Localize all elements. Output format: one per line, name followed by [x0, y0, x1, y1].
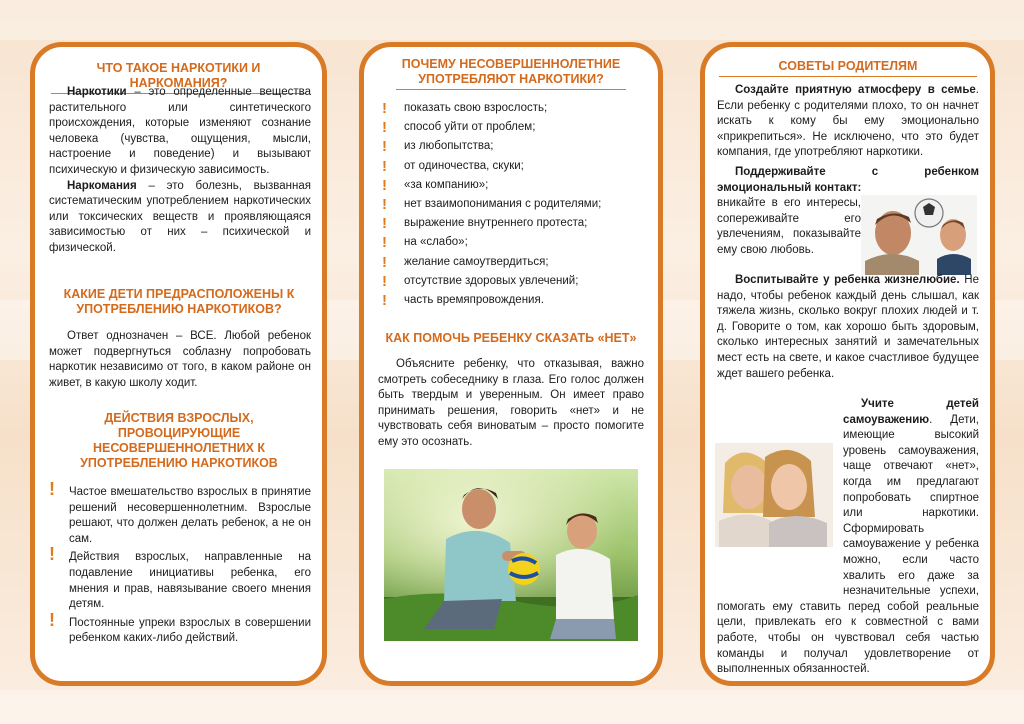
panel-what-are-drugs [30, 42, 327, 686]
list-item [382, 176, 652, 195]
drugs-definition [49, 85, 311, 179]
list-item [382, 195, 652, 214]
exclamation-icon: ! [49, 544, 55, 565]
exclamation-icon: ! [382, 119, 387, 137]
list-item-text: нет взаимопонимания с родителями; [404, 197, 602, 210]
tip3-body: Не надо, чтобы ребенок каждый день слышал, как тяжела жизнь, сколько вокруг плохих людей и т. д. Говорите о том, как хорошо быть здоровым, сколько интересных занятий и замечательных мест есть на свете, и какое счастливое будущее ждет вашего ребенка. [717, 274, 979, 380]
answer-text [49, 329, 311, 391]
list-item-text: «за компанию»; [404, 178, 489, 191]
list-item-text: показать свою взрослость; [404, 102, 548, 114]
heading-what-are-drugs: ЧТО ТАКОЕ НАРКОТИКИ И НАРКОМАНИЯ? [51, 61, 306, 94]
list-item [382, 291, 652, 310]
exclamation-icon: ! [382, 291, 387, 309]
list-item [45, 544, 311, 612]
list-item-text: выражение внутреннего протеста; [404, 217, 588, 230]
term-addiction: Наркомания [67, 179, 137, 192]
adult-actions-list [45, 479, 311, 647]
list-item-text: отсутствие здоровых увлечений; [404, 274, 579, 287]
photo-float-spacer [717, 445, 835, 595]
list-item-text: из любопытства; [404, 140, 494, 153]
exclamation-icon: ! [382, 195, 387, 213]
definitions-text [49, 85, 311, 257]
exclamation-icon: ! [49, 479, 55, 499]
exclamation-icon: ! [382, 234, 387, 252]
list-item-text: Частое вмешательство взрослых в принятие решений несовершеннолетним. Взрослые решают, что должен делать ребенок, а не он сам. [69, 486, 311, 545]
exclamation-icon: ! [382, 272, 387, 290]
tip4-paragraph [717, 397, 979, 678]
list-item-text: Постоянные упреки взрослых в совершении ребенком каких-либо действий. [69, 616, 311, 645]
heading-adult-actions: ДЕЙСТВИЯ ВЗРОСЛЫХ, ПРОВОЦИРУЮЩИЕ НЕСОВЕРШЕННОЛЕТНИХ К УПОТРЕБЛЕНИЮ НАРКОТИКОВ [80, 411, 278, 470]
exclamation-icon: ! [382, 157, 387, 175]
list-item [382, 157, 652, 176]
exclamation-icon: ! [382, 100, 387, 117]
help-say-no-text [378, 357, 644, 451]
tip3-title: Воспитывайте у ребенка жизнелюбие. [735, 274, 960, 286]
tip1-body: . Если ребенку с родителями плохо, то он начнет искать к кому бы ему эмоционально «прикрепиться». Не исключено, что это будет компания, где употребляют наркотики. [717, 84, 979, 159]
tip4-text [717, 397, 979, 678]
tip2-text [717, 165, 979, 259]
list-item-text: от одиночества, скуки; [404, 159, 524, 172]
photo-teen-and-boy-with-ball [384, 469, 638, 641]
exclamation-icon: ! [382, 138, 387, 156]
heading-parent-advice: СОВЕТЫ РОДИТЕЛЯМ [719, 59, 977, 77]
drugs-definition-text: – это определенные вещества растительного или синтетического происхождения, которые изменяют сознание человека (чувства, ощущения, мысли, настроение и поведение) и вызывают психическую и физическую зависимость. [49, 86, 311, 176]
help-say-no-paragraph: Объясните ребенку, что отказывая, важно смотреть собеседнику в глаза. Его голос должен быть твердым и уверенным. Он имеет право принимать решения, говорить «нет» и не чувствовать себя виноватым – просто помогите ему это осознать. [378, 358, 644, 448]
list-item-text: способ уйти от проблем; [404, 121, 536, 134]
tip2-body: вникайте в его интересы, сопереживайте его увлечениям, показывайте ему свою любовь. [717, 197, 861, 256]
list-item [382, 137, 652, 156]
heading-help-say-no: КАК ПОМОЧЬ РЕБЕНКУ СКАЗАТЬ «НЕТ» [385, 331, 637, 345]
term-drugs: Наркотики [67, 86, 127, 98]
heading-predisposed-children: КАКИЕ ДЕТИ ПРЕДРАСПОЛОЖЕНЫ К УПОТРЕБЛЕНИЮ НАРКОТИКОВ? [63, 287, 295, 316]
addiction-definition-text: – это болезнь, вызванная систематическим употреблением наркотических или токсических веществ и проявляющаяся зависимостью от них – психической и физической. [49, 179, 311, 254]
tip4-title: Учите детей самоуважению [843, 398, 979, 426]
list-item [45, 479, 311, 547]
list-item-text: желание самоутвердиться; [404, 255, 549, 268]
exclamation-icon: ! [49, 609, 55, 630]
list-item [382, 253, 652, 272]
list-item-text: на «слабо»; [404, 236, 468, 249]
list-item [382, 214, 652, 233]
list-item [382, 272, 652, 291]
tip4-body: . Дети, имеющие высокий уровень самоуважения, чаще отвечают «нет», когда им предлагают попробовать спиртное или наркотики. Сформировать самоуважение у ребенка можно, если часто хвалить его даже за незначительные успехи, помогать ему ставить перед собой реальные цели, привлекать его к совместной с вами работе, чтобы он чувствовал себя частью команды и получал удовлетворение от выполненных обязанностей. [717, 413, 979, 676]
tip1-text [717, 83, 979, 161]
list-item [382, 118, 652, 137]
list-item [45, 609, 311, 647]
heading-why-minors: ПОЧЕМУ НЕСОВЕРШЕННОЛЕТНИЕ УПОТРЕБЛЯЮТ НАРКОТИКИ? [396, 57, 626, 90]
exclamation-icon: ! [382, 215, 387, 233]
reasons-list [382, 99, 652, 310]
panel-parent-advice [700, 42, 995, 686]
list-item-text: Действия взрослых, направленные на подавление инициативы ребенка, его мнения и прав, навязывание своего мнения детям. [69, 551, 311, 611]
tip3-text [717, 273, 979, 382]
list-item [382, 233, 652, 252]
list-item-text: часть времяпровождения. [404, 293, 544, 306]
addiction-definition [49, 179, 311, 257]
list-item [382, 99, 652, 118]
tip2-title: Поддерживайте с ребенком эмоциональный контакт: [717, 166, 979, 194]
panel-why-minors-use-drugs [359, 42, 663, 686]
exclamation-icon: ! [382, 176, 387, 194]
answer-paragraph: Ответ однозначен – ВСЕ. Любой ребенок может подвергнуться соблазну попробовать наркотик независимо от того, в каком районе он живет, в какую школу ходит. [49, 330, 311, 389]
exclamation-icon: ! [382, 253, 387, 271]
tip1-title: Создайте приятную атмосферу в семье [735, 84, 976, 96]
